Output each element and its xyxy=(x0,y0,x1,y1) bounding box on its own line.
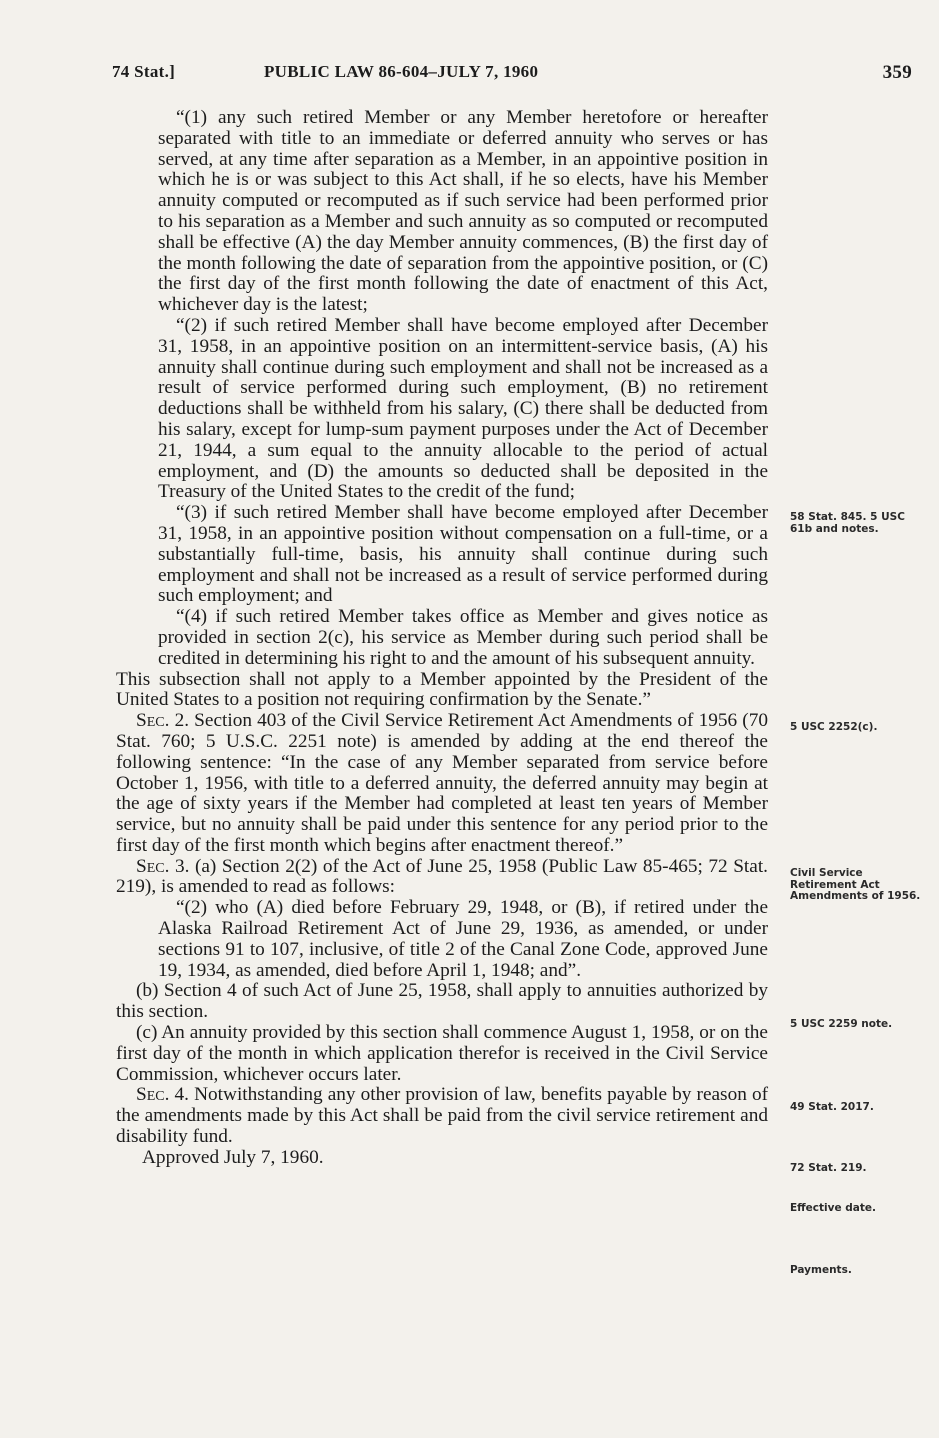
section-text: Notwithstanding any other provision of law, benefits payable by reason of the amendments made by this Act shall be paid from the civil service retirement and disability fund. xyxy=(116,1084,769,1148)
margin-note: Civil Service Retirement Act Amendments of 1956. xyxy=(790,867,921,902)
section-lead: Sec. 2. xyxy=(136,710,190,732)
page-header xyxy=(112,62,912,86)
page-number: 359 xyxy=(882,62,912,83)
clause-3: “(3) if such retired Member shall have become employed after December 31, 1958, in an appointive position without compensation on a full-time, or a substantially full-time, basis, his annuity shall continue during such employment and shall not be increased as a result of service performed during such employment; and xyxy=(158,502,768,607)
margin-note: 58 Stat. 845. 5 USC 61b and notes. xyxy=(790,511,905,535)
section-lead: Sec. 4. xyxy=(136,1084,189,1106)
subsection-limitation: This subsection shall not apply to a Member appointed by the President of the United States to a position not requiring confirmation by the Senate.” xyxy=(116,668,768,711)
margin-note: Payments. xyxy=(790,1264,852,1276)
statute-volume: 74 Stat.] xyxy=(112,62,176,81)
section-text: Section 403 of the Civil Service Retirement Act Amendments of 1956 (70 Stat. 760; 5 U.S.C. 2251 note) is amended by adding at the end thereof the following sentence: “In the case of any Member separated from service before October 1, 1956, with title to a deferred annuity, the deferred annuity may begin at the age of sixty years if the Member had completed at least ten years of Member service, but no annuity shall be paid under this sentence for any period prior to the first day of the first month which begins after enactment thereof.” xyxy=(116,710,769,856)
section-lead: Sec. 3. xyxy=(136,855,190,877)
margin-note: 72 Stat. 219. xyxy=(790,1162,867,1174)
section-3a xyxy=(116,857,768,899)
section-2 xyxy=(116,711,768,857)
margin-note: 49 Stat. 2017. xyxy=(790,1101,874,1113)
margin-note: 5 USC 2259 note. xyxy=(790,1018,893,1030)
section-3c: (c) An annuity provided by this section shall commence August 1, 1958, or on the first day of the month in which application therefor is received in the Civil Service Commission, whichever occurs later. xyxy=(116,1022,768,1085)
amended-clause-2: “(2) who (A) died before February 29, 1948, or (B), if retired under the Alaska Railroad Retirement Act of June 29, 1936, as amended, or under sections 91 to 107, inclusive, of title 2 of the Canal Zone Code, approved June 19, 1934, as amended, died before April 1, 1948; and”. xyxy=(158,897,768,981)
statute-body xyxy=(116,108,768,1169)
running-title: PUBLIC LAW 86-604–JULY 7, 1960 xyxy=(264,62,539,81)
clause-4: “(4) if such retired Member takes office as Member and gives notice as provided in section 2(c), his service as Member during such period shall be credited in determining his right to and the amount of his subsequent annuity. xyxy=(158,606,768,669)
margin-note: Effective date. xyxy=(790,1202,876,1214)
section-3b: (b) Section 4 of such Act of June 25, 1958, shall apply to annuities authorized by this section. xyxy=(116,980,768,1023)
clause-2: “(2) if such retired Member shall have become employed after December 31, 1958, in an appointive position on an intermittent-service basis, (A) his annuity shall continue during such employment and shall not be increased as a result of service performed during such employment, (B) no retirement deductions shall be withheld from his salary, (C) there shall be deducted from his salary, except for lump-sum payment purposes under the Act of December 21, 1944, a sum equal to the annuity allocable to the period of actual employment, and (D) the amounts so deducted shall be deposited in the Treasury of the United States to the credit of the fund; xyxy=(158,314,768,503)
section-4 xyxy=(116,1085,768,1147)
approval-line: Approved July 7, 1960. xyxy=(142,1146,324,1168)
clause-1: “(1) any such retired Member or any Member heretofore or hereafter separated with title to an immediate or deferred annuity who serves or has served, at any time after separation as a Member, in an appointive position in which he is or was subject to this Act shall, if he so elects, have his Member annuity computed or recomputed as if such service had been performed prior to his separation as a Member and such annuity as so computed or recomputed shall be effective (A) the day Member annuity commences, (B) the first day of the month following the date of separation from the appointive position, or (C) the first day of the first month following the date of enactment of this Act, whichever day is the latest; xyxy=(158,107,768,316)
margin-note: 5 USC 2252(c). xyxy=(790,721,878,733)
section-text: (a) Section 2(2) of the Act of June 25, 1958 (Public Law 85-465; 72 Stat. 219), is amended to read as follows: xyxy=(116,855,769,898)
